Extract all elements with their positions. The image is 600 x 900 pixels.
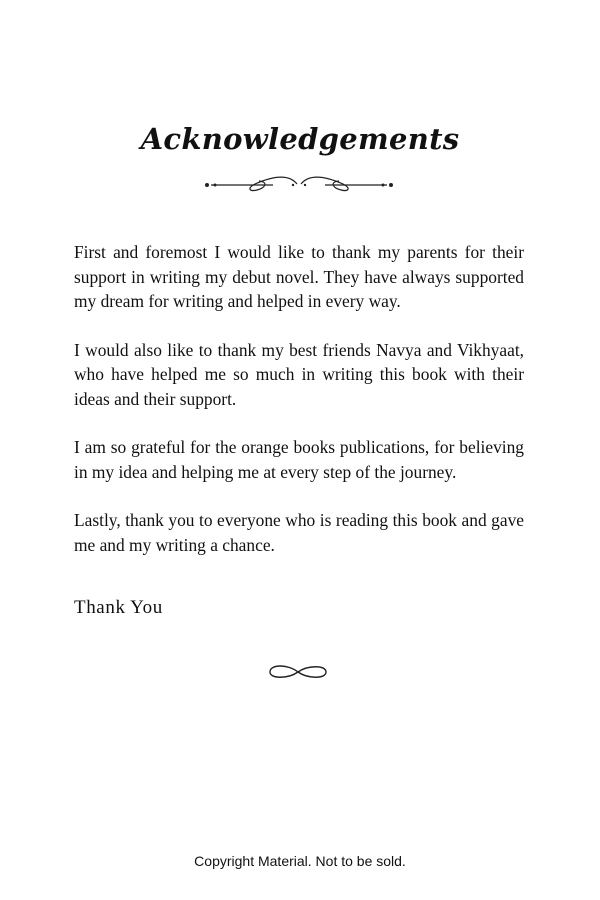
paragraph: First and foremost I would like to thank my parents for their support in writing my debut novel. They have always supported my dream for writing and helped in every way. <box>74 242 524 311</box>
flourish-divider-icon <box>203 172 395 194</box>
infinity-flourish-icon <box>266 662 330 682</box>
copyright-notice: Copyright Material. Not to be sold. <box>194 853 406 869</box>
acknowledgement-body <box>74 240 524 581</box>
page-title: Acknowledgements <box>140 122 460 156</box>
paragraph: I would also like to thank my best friends Navya and Vikhyaat, who have helped me so much in writing this book with their ideas and their support. <box>74 339 524 409</box>
closing-text: Thank You <box>74 597 163 618</box>
paragraph: I am so grateful for the orange books publications, for believing in my idea and helping me at every step of the journey. <box>74 437 524 482</box>
paragraph: Lastly, thank you to everyone who is reading this book and gave me and my writing a chance. <box>74 510 524 555</box>
